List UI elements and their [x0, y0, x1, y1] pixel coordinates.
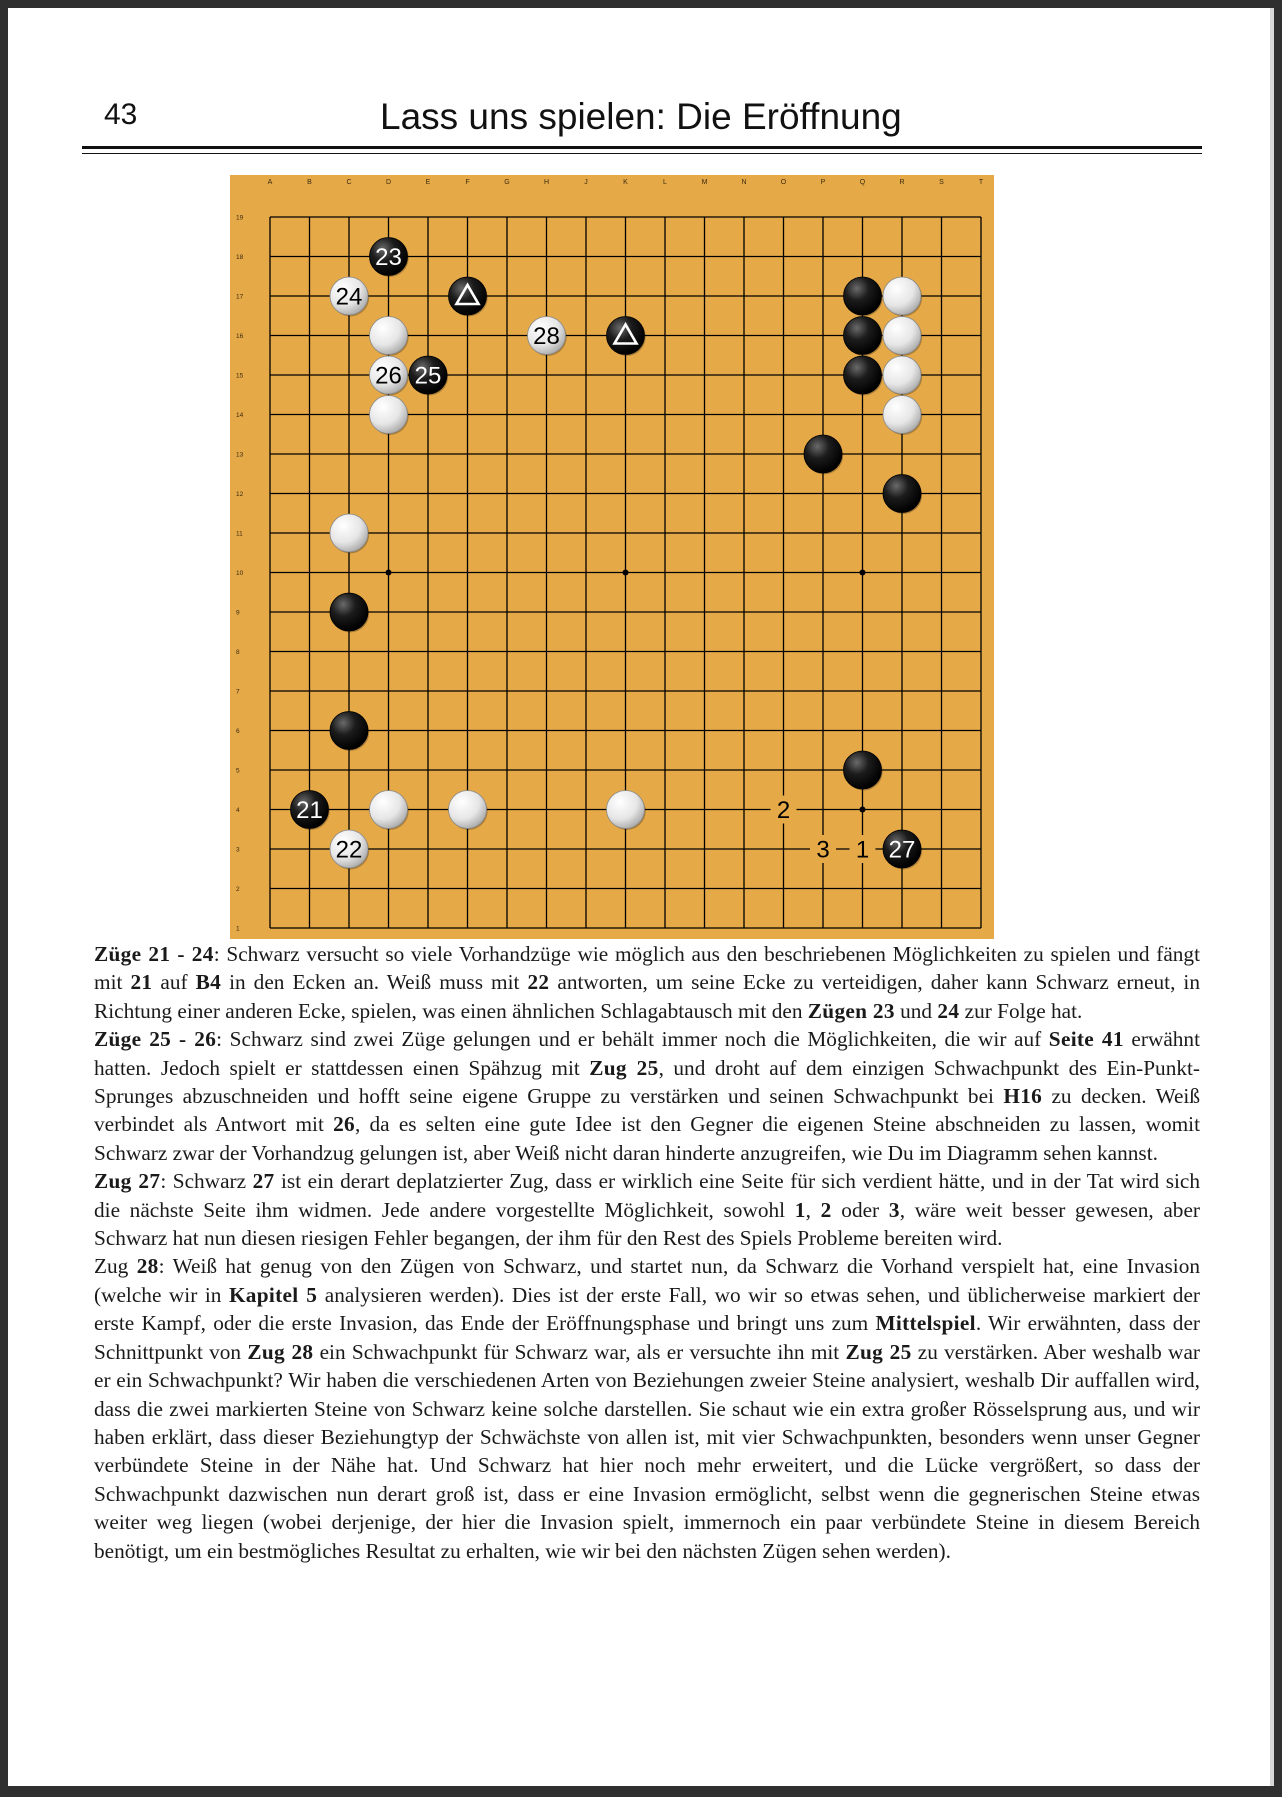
row-coordinate: 17	[236, 293, 244, 301]
column-coordinate: B	[307, 179, 312, 186]
header-rule	[82, 146, 1202, 149]
move-number: 21	[296, 797, 323, 824]
commentary-text	[94, 940, 1200, 1565]
column-coordinate: T	[978, 179, 984, 186]
move-number: 25	[414, 362, 442, 390]
bold-reference: Mittelspiel	[875, 1311, 976, 1336]
row-coordinate: 4	[236, 807, 240, 814]
row-coordinate: 7	[236, 688, 240, 696]
bold-reference: B4	[195, 970, 222, 995]
bold-reference: H16	[1003, 1084, 1043, 1109]
text-run: zu decken. Weiß verbindet als Antwort mit	[94, 1084, 1200, 1137]
text-run: : Schwarz sind zwei Züge gelungen und er behält immer noch die Möglichkeiten, die wir auf	[216, 1027, 1049, 1052]
stone-body	[370, 791, 408, 829]
row-coordinate: 3	[236, 846, 240, 854]
stone-body	[370, 317, 408, 355]
row-coordinate: 16	[236, 333, 244, 340]
book-page	[8, 8, 1274, 1786]
stone-body	[607, 791, 645, 829]
row-coordinate: 2	[236, 886, 240, 893]
text-run: in den Ecken an. Weiß muss mit	[221, 970, 528, 995]
candidate-move-number: 3	[816, 836, 830, 864]
text-run: auf	[152, 970, 196, 995]
text-run: : Weiß hat genug von den Zügen von Schwarz, und startet nun, da Schwarz die Vorhand verspielt hat, eine Invasion (welche wir in	[94, 1254, 1200, 1307]
stone-body	[330, 712, 368, 750]
text-run: antworten, um seine Ecke zu verteidigen, daher kann Schwarz erneut, in Richtung einer anderen Ecke, spielen, was einen ähnlichen Schlagabtausch mit den	[94, 970, 1201, 1023]
page-title: Lass uns spielen: Die Eröffnung	[380, 96, 902, 137]
text-run: erwähnt hatten. Jedoch spielt er stattdessen einen Spähzug mit	[94, 1027, 1200, 1080]
text-run: , wäre weit besser gewesen, aber Schwarz hat nun diesen riesigen Fehler begangen, der ihm für den Rest des Spiels Probleme bereiten wird.	[94, 1197, 1200, 1251]
text-run: Zug	[94, 1254, 137, 1279]
text-run: und	[894, 998, 938, 1023]
row-coordinate: 12	[236, 491, 244, 498]
move-number: 24	[335, 283, 363, 311]
column-coordinate: Q	[859, 179, 866, 186]
stone-body	[370, 396, 408, 434]
row-coordinate: 5	[236, 767, 240, 775]
text-run: analysieren werden). Dies ist der erste Fall, wo wir so etwas sehen, und üblicherweise markiert der erste Kampf, oder die erste Invasion, das Ende der Eröffnungsphase und bringt uns zum	[94, 1282, 1200, 1336]
column-coordinate: O	[780, 179, 787, 186]
column-coordinate: S	[939, 179, 944, 186]
column-coordinate: K	[623, 179, 628, 186]
column-coordinate: N	[741, 179, 747, 186]
candidate-move-label	[850, 835, 876, 864]
candidate-move-label	[810, 835, 836, 864]
stone-body	[883, 396, 921, 434]
bold-reference: Seite 41	[1048, 1027, 1124, 1052]
text-run: ,	[805, 1197, 821, 1222]
move-number: 28	[533, 323, 560, 350]
row-coordinate: 9	[236, 609, 240, 617]
go-board	[230, 175, 994, 939]
text-run: : Schwarz versucht so viele Vorhandzüge wie möglich aus den beschriebenen Möglichkeiten zu spielen und fängt mit	[94, 942, 1200, 995]
stone-body	[844, 356, 882, 394]
hoshi-point	[623, 570, 629, 576]
column-coordinate: J	[584, 179, 588, 186]
text-run: ist ein derart deplatzierter Zug, dass er wirklich eine Seite für sich verdient hätte, und in der Tat wird sich die nächste Seite ihm widmen. Jede andere vorgestellte Möglichkeit, sowohl	[94, 1169, 1200, 1222]
bold-reference: Zug 25	[845, 1339, 912, 1364]
stone-body	[804, 435, 842, 473]
stone-body	[883, 317, 921, 355]
bold-reference: Kapitel 5	[228, 1282, 318, 1307]
text-run: zu verstärken. Aber weshalb war er ein Schwachpunkt? Wir haben die verschiedenen Arten von Beziehungen zweier Steine analysiert, weshalb Dir auffallen wird, dass die zwei markierten Steine von Schwarz keine solche darstellen. Sie schaut wie ein extra großer Rösselsprung aus, und wir haben erklärt, dass dieser Beziehungtyp der Schwächste von allen ist, mit vier Schwachpunkten, besonders wenn unser Gegner verbündete Steine in der Nähe hat. Und Schwarz hat hier noch mehr erweitert, und die Lücke vergrößert, so dass der Schwachpunkt dazwischen nun derart groß ist, dass er eine Invasion ermöglicht, selbst wenn die gegnerischen Steine etwas weiter weg liegen (wobei derjenige, der hier die Invasion spielt, immernoch ein paar verbündete Steine in diesem Bereich benötigt, um ein bestmögliches Resultat zu erhalten, wie wir bei den nächsten Zügen sehen werden).	[94, 1339, 1200, 1563]
bold-reference: 1	[794, 1197, 806, 1222]
stone-body	[449, 791, 487, 829]
column-coordinate: C	[346, 179, 352, 186]
move-number: 22	[335, 836, 363, 864]
text-run: . Wir erwähnten, dass der Schnittpunkt von	[94, 1311, 1200, 1364]
text-run: oder	[831, 1197, 889, 1222]
bold-reference: 24	[937, 998, 960, 1023]
bold-reference: 27	[252, 1169, 275, 1194]
row-coordinate: 18	[236, 254, 244, 261]
bold-reference: Zug 25	[589, 1055, 659, 1080]
move-number: 23	[375, 244, 402, 271]
column-coordinate: F	[465, 179, 470, 186]
row-coordinate: 8	[236, 649, 240, 656]
page-number: 43	[104, 98, 138, 131]
commentary-paragraph	[94, 1252, 1200, 1564]
stone-body	[844, 317, 882, 355]
candidate-move-label	[771, 796, 797, 825]
bold-reference: 28	[136, 1254, 159, 1279]
column-coordinate: L	[663, 179, 667, 186]
row-coordinate: 6	[236, 728, 240, 735]
column-coordinate: D	[385, 179, 392, 186]
bold-reference: 22	[527, 970, 550, 995]
stone-body	[330, 514, 368, 552]
bold-reference: 21	[130, 970, 153, 995]
column-coordinate: H	[543, 179, 550, 186]
bold-reference: Zügen 23	[807, 998, 895, 1023]
text-run: ein Schwachpunkt für Schwarz war, als er versuchte ihn mit	[313, 1339, 846, 1364]
stone-body	[844, 277, 882, 315]
bold-reference: 2	[820, 1197, 832, 1222]
candidate-move-number: 1	[855, 836, 870, 864]
stone-body	[330, 593, 368, 631]
column-coordinate: M	[701, 179, 708, 186]
bold-reference: Züge 25 - 26	[94, 1027, 217, 1052]
column-coordinate: A	[267, 179, 273, 186]
bold-reference: 3	[888, 1197, 900, 1222]
column-coordinate: R	[899, 179, 905, 186]
go-board-diagram	[230, 175, 994, 939]
move-number: 26	[375, 362, 402, 390]
row-coordinate: 14	[236, 412, 244, 419]
commentary-paragraph	[94, 1167, 1200, 1252]
column-coordinate: P	[820, 179, 826, 186]
header-rule-thin	[82, 153, 1202, 154]
row-coordinate: 10	[236, 570, 244, 577]
row-coordinate: 11	[236, 530, 243, 538]
stone-body	[844, 751, 882, 789]
stone-body	[883, 277, 921, 315]
column-coordinate: G	[504, 179, 510, 186]
text-run: , da es selten eine gute Idee ist den Gegner die eigenen Steine abschneiden zu lassen, womit Schwarz zwar der Vorhandzug gelungen ist, aber Weiß nicht daran hinderte anzugreifen, wie Du im Diagramm sehen kannst.	[94, 1112, 1200, 1165]
hoshi-point	[860, 570, 866, 576]
row-coordinate: 1	[236, 925, 240, 933]
bold-reference: 26	[333, 1112, 355, 1137]
row-coordinate: 15	[236, 372, 244, 380]
bold-reference: Zug 28	[247, 1339, 314, 1364]
row-coordinate: 13	[236, 451, 244, 459]
stone-body	[883, 475, 921, 513]
stone-body	[883, 356, 921, 394]
text-run: : Schwarz	[160, 1169, 253, 1194]
text-run: zur Folge hat.	[959, 998, 1083, 1023]
text-run: , und droht auf dem einzigen Schwachpunkt des Ein-Punkt-Sprunges abzuschneiden und hofft seine eigene Gruppe zu verstärken und seinen Schwachpunkt bei	[94, 1055, 1200, 1109]
bold-reference: Zug 27	[94, 1169, 161, 1194]
bold-reference: Züge 21 - 24	[94, 942, 214, 966]
hoshi-point	[386, 570, 392, 576]
commentary-paragraph	[94, 1025, 1200, 1167]
column-coordinate: E	[425, 179, 431, 186]
commentary-paragraph	[94, 940, 1200, 1025]
row-coordinate: 19	[236, 214, 244, 222]
hoshi-point	[860, 807, 866, 813]
move-number: 27	[888, 836, 916, 864]
candidate-move-number: 2	[776, 797, 791, 824]
